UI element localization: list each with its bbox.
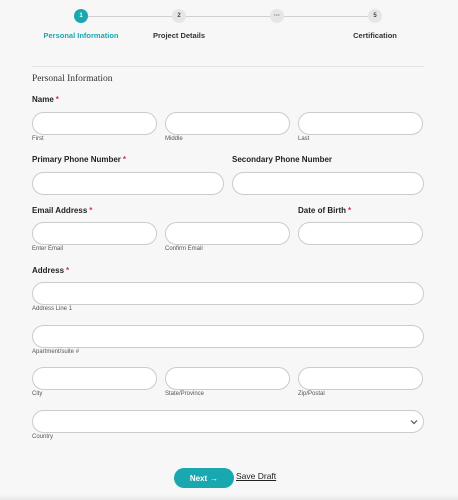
zip-caption: Zip/Postal bbox=[298, 391, 325, 397]
step-connector bbox=[186, 16, 270, 17]
address-line1-caption: Address Line 1 bbox=[32, 306, 73, 312]
secondary-phone-label: Secondary Phone Number bbox=[232, 155, 333, 164]
section-divider bbox=[32, 66, 424, 67]
primary-phone-input[interactable] bbox=[32, 172, 224, 195]
next-button[interactable] bbox=[174, 468, 234, 488]
first-name-input[interactable] bbox=[32, 112, 157, 135]
required-mark: * bbox=[122, 155, 127, 164]
bottom-shadow bbox=[0, 494, 458, 500]
city-input[interactable] bbox=[32, 367, 157, 390]
last-name-caption: Last bbox=[298, 136, 310, 142]
step-more-indicator[interactable]: ··· bbox=[270, 9, 284, 23]
confirm-email-input[interactable] bbox=[165, 222, 290, 245]
save-draft-link[interactable]: Save Draft bbox=[236, 471, 277, 481]
middle-name-input[interactable] bbox=[165, 112, 290, 135]
step-5-label[interactable]: Certification bbox=[353, 31, 397, 40]
secondary-phone-input[interactable] bbox=[232, 172, 424, 195]
step-2-label[interactable]: Project Details bbox=[152, 31, 206, 40]
first-name-caption: First bbox=[32, 136, 44, 142]
country-caption: Country bbox=[32, 434, 54, 440]
address-label bbox=[32, 266, 69, 275]
chevron-down-icon bbox=[409, 417, 419, 427]
step-connector bbox=[88, 16, 172, 17]
apartment-caption: Apartment/suite # bbox=[32, 349, 80, 355]
step-1-label[interactable]: Personal Information bbox=[43, 31, 119, 40]
city-caption: City bbox=[32, 391, 43, 397]
email-label bbox=[32, 206, 92, 215]
dob-label bbox=[298, 206, 351, 215]
arrow-right-icon: → bbox=[210, 473, 219, 483]
step-connector bbox=[284, 16, 368, 17]
primary-phone-label bbox=[32, 155, 126, 164]
email-input[interactable] bbox=[32, 222, 157, 245]
enter-email-caption: Enter Email bbox=[32, 246, 64, 252]
country-select[interactable] bbox=[32, 410, 424, 433]
name-label bbox=[32, 95, 59, 104]
state-caption: State/Province bbox=[165, 391, 205, 397]
required-mark: * bbox=[66, 266, 70, 275]
required-mark: * bbox=[348, 206, 352, 215]
confirm-email-caption: Confirm Email bbox=[165, 246, 203, 252]
zip-input[interactable] bbox=[298, 367, 423, 390]
address-label-text: Address bbox=[32, 266, 65, 275]
dob-label-text: Date of Birth bbox=[298, 206, 346, 215]
middle-name-caption: Middle bbox=[165, 136, 183, 142]
next-button-label: Next bbox=[189, 473, 208, 483]
state-input[interactable] bbox=[165, 367, 290, 390]
dob-input[interactable] bbox=[298, 222, 423, 245]
email-label-text: Email Address bbox=[32, 206, 88, 215]
last-name-input[interactable] bbox=[298, 112, 423, 135]
required-mark: * bbox=[89, 206, 93, 215]
apartment-input[interactable] bbox=[32, 325, 424, 348]
address-line1-input[interactable] bbox=[32, 282, 424, 305]
name-label-text: Name bbox=[32, 95, 54, 104]
section-title: Personal Information bbox=[32, 74, 113, 84]
step-1-indicator[interactable]: 1 bbox=[74, 9, 88, 23]
required-mark: * bbox=[55, 95, 59, 104]
primary-phone-label-text: Primary Phone Number bbox=[32, 155, 121, 164]
step-2-indicator[interactable]: 2 bbox=[172, 9, 186, 23]
progress-stepper bbox=[0, 0, 458, 50]
step-5-indicator[interactable]: 5 bbox=[368, 9, 382, 23]
